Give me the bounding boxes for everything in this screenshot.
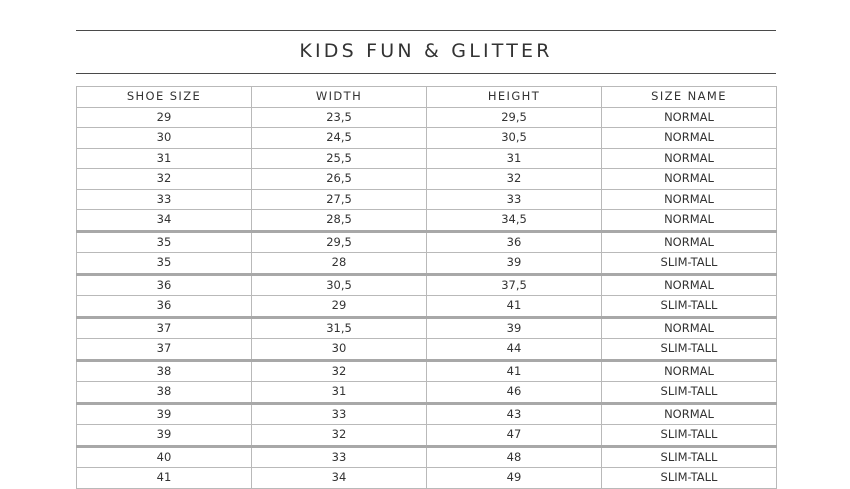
width-cell: 34 <box>252 468 427 489</box>
size-name-cell: NORMAL <box>602 210 777 232</box>
height-cell: 31 <box>427 148 602 169</box>
height-cell: 30,5 <box>427 128 602 149</box>
table-row <box>77 210 777 232</box>
shoe-size-cell: 38 <box>77 382 252 404</box>
table-row <box>77 296 777 318</box>
width-cell: 30,5 <box>252 274 427 296</box>
header-height: HEIGHT <box>427 87 602 108</box>
table-row <box>77 148 777 169</box>
width-cell: 29,5 <box>252 231 427 253</box>
height-cell: 39 <box>427 253 602 275</box>
size-chart-table <box>76 86 777 489</box>
size-name-cell: SLIM-TALL <box>602 296 777 318</box>
title-bottom-divider <box>76 73 776 74</box>
table-row <box>77 403 777 425</box>
table-row <box>77 253 777 275</box>
width-cell: 30 <box>252 339 427 361</box>
size-name-cell: NORMAL <box>602 107 777 128</box>
table-row <box>77 107 777 128</box>
width-cell: 23,5 <box>252 107 427 128</box>
height-cell: 41 <box>427 360 602 382</box>
header-row <box>77 87 777 108</box>
height-cell: 37,5 <box>427 274 602 296</box>
width-cell: 32 <box>252 425 427 447</box>
size-name-cell: SLIM-TALL <box>602 425 777 447</box>
table-row <box>77 339 777 361</box>
width-cell: 25,5 <box>252 148 427 169</box>
shoe-size-cell: 39 <box>77 403 252 425</box>
shoe-size-cell: 29 <box>77 107 252 128</box>
height-cell: 33 <box>427 189 602 210</box>
size-name-cell: NORMAL <box>602 189 777 210</box>
size-name-cell: NORMAL <box>602 169 777 190</box>
shoe-size-cell: 36 <box>77 274 252 296</box>
shoe-size-cell: 41 <box>77 468 252 489</box>
width-cell: 33 <box>252 403 427 425</box>
shoe-size-cell: 34 <box>77 210 252 232</box>
shoe-size-cell: 35 <box>77 253 252 275</box>
table-row <box>77 317 777 339</box>
table-row <box>77 446 777 468</box>
width-cell: 31 <box>252 382 427 404</box>
width-cell: 26,5 <box>252 169 427 190</box>
shoe-size-cell: 37 <box>77 339 252 361</box>
width-cell: 24,5 <box>252 128 427 149</box>
page-title: KIDS FUN & GLITTER <box>299 40 553 62</box>
size-name-cell: SLIM-TALL <box>602 339 777 361</box>
height-cell: 32 <box>427 169 602 190</box>
height-cell: 41 <box>427 296 602 318</box>
header-size-name: SIZE NAME <box>602 87 777 108</box>
table-row <box>77 169 777 190</box>
width-cell: 32 <box>252 360 427 382</box>
shoe-size-cell: 30 <box>77 128 252 149</box>
height-cell: 34,5 <box>427 210 602 232</box>
table-header <box>77 87 777 108</box>
size-name-cell: SLIM-TALL <box>602 468 777 489</box>
height-cell: 44 <box>427 339 602 361</box>
height-cell: 46 <box>427 382 602 404</box>
shoe-size-cell: 32 <box>77 169 252 190</box>
width-cell: 27,5 <box>252 189 427 210</box>
size-name-cell: SLIM-TALL <box>602 382 777 404</box>
shoe-size-cell: 31 <box>77 148 252 169</box>
height-cell: 49 <box>427 468 602 489</box>
size-name-cell: NORMAL <box>602 128 777 149</box>
table-row <box>77 128 777 149</box>
height-cell: 29,5 <box>427 107 602 128</box>
size-name-cell: NORMAL <box>602 403 777 425</box>
size-name-cell: NORMAL <box>602 231 777 253</box>
shoe-size-cell: 37 <box>77 317 252 339</box>
height-cell: 47 <box>427 425 602 447</box>
shoe-size-cell: 40 <box>77 446 252 468</box>
table-row <box>77 231 777 253</box>
width-cell: 31,5 <box>252 317 427 339</box>
size-name-cell: SLIM-TALL <box>602 446 777 468</box>
shoe-size-cell: 39 <box>77 425 252 447</box>
title-top-divider <box>76 30 776 31</box>
width-cell: 29 <box>252 296 427 318</box>
table-row <box>77 382 777 404</box>
table-row <box>77 425 777 447</box>
shoe-size-cell: 33 <box>77 189 252 210</box>
shoe-size-cell: 36 <box>77 296 252 318</box>
size-name-cell: NORMAL <box>602 148 777 169</box>
header-shoe-size: SHOE SIZE <box>77 87 252 108</box>
header-width: WIDTH <box>252 87 427 108</box>
size-name-cell: SLIM-TALL <box>602 253 777 275</box>
height-cell: 36 <box>427 231 602 253</box>
table-row <box>77 274 777 296</box>
table-row <box>77 360 777 382</box>
size-name-cell: NORMAL <box>602 274 777 296</box>
size-name-cell: NORMAL <box>602 317 777 339</box>
height-cell: 39 <box>427 317 602 339</box>
size-name-cell: NORMAL <box>602 360 777 382</box>
table-row <box>77 189 777 210</box>
width-cell: 28,5 <box>252 210 427 232</box>
height-cell: 48 <box>427 446 602 468</box>
width-cell: 28 <box>252 253 427 275</box>
shoe-size-cell: 38 <box>77 360 252 382</box>
width-cell: 33 <box>252 446 427 468</box>
table-row <box>77 468 777 489</box>
height-cell: 43 <box>427 403 602 425</box>
table-body <box>77 107 777 488</box>
shoe-size-cell: 35 <box>77 231 252 253</box>
